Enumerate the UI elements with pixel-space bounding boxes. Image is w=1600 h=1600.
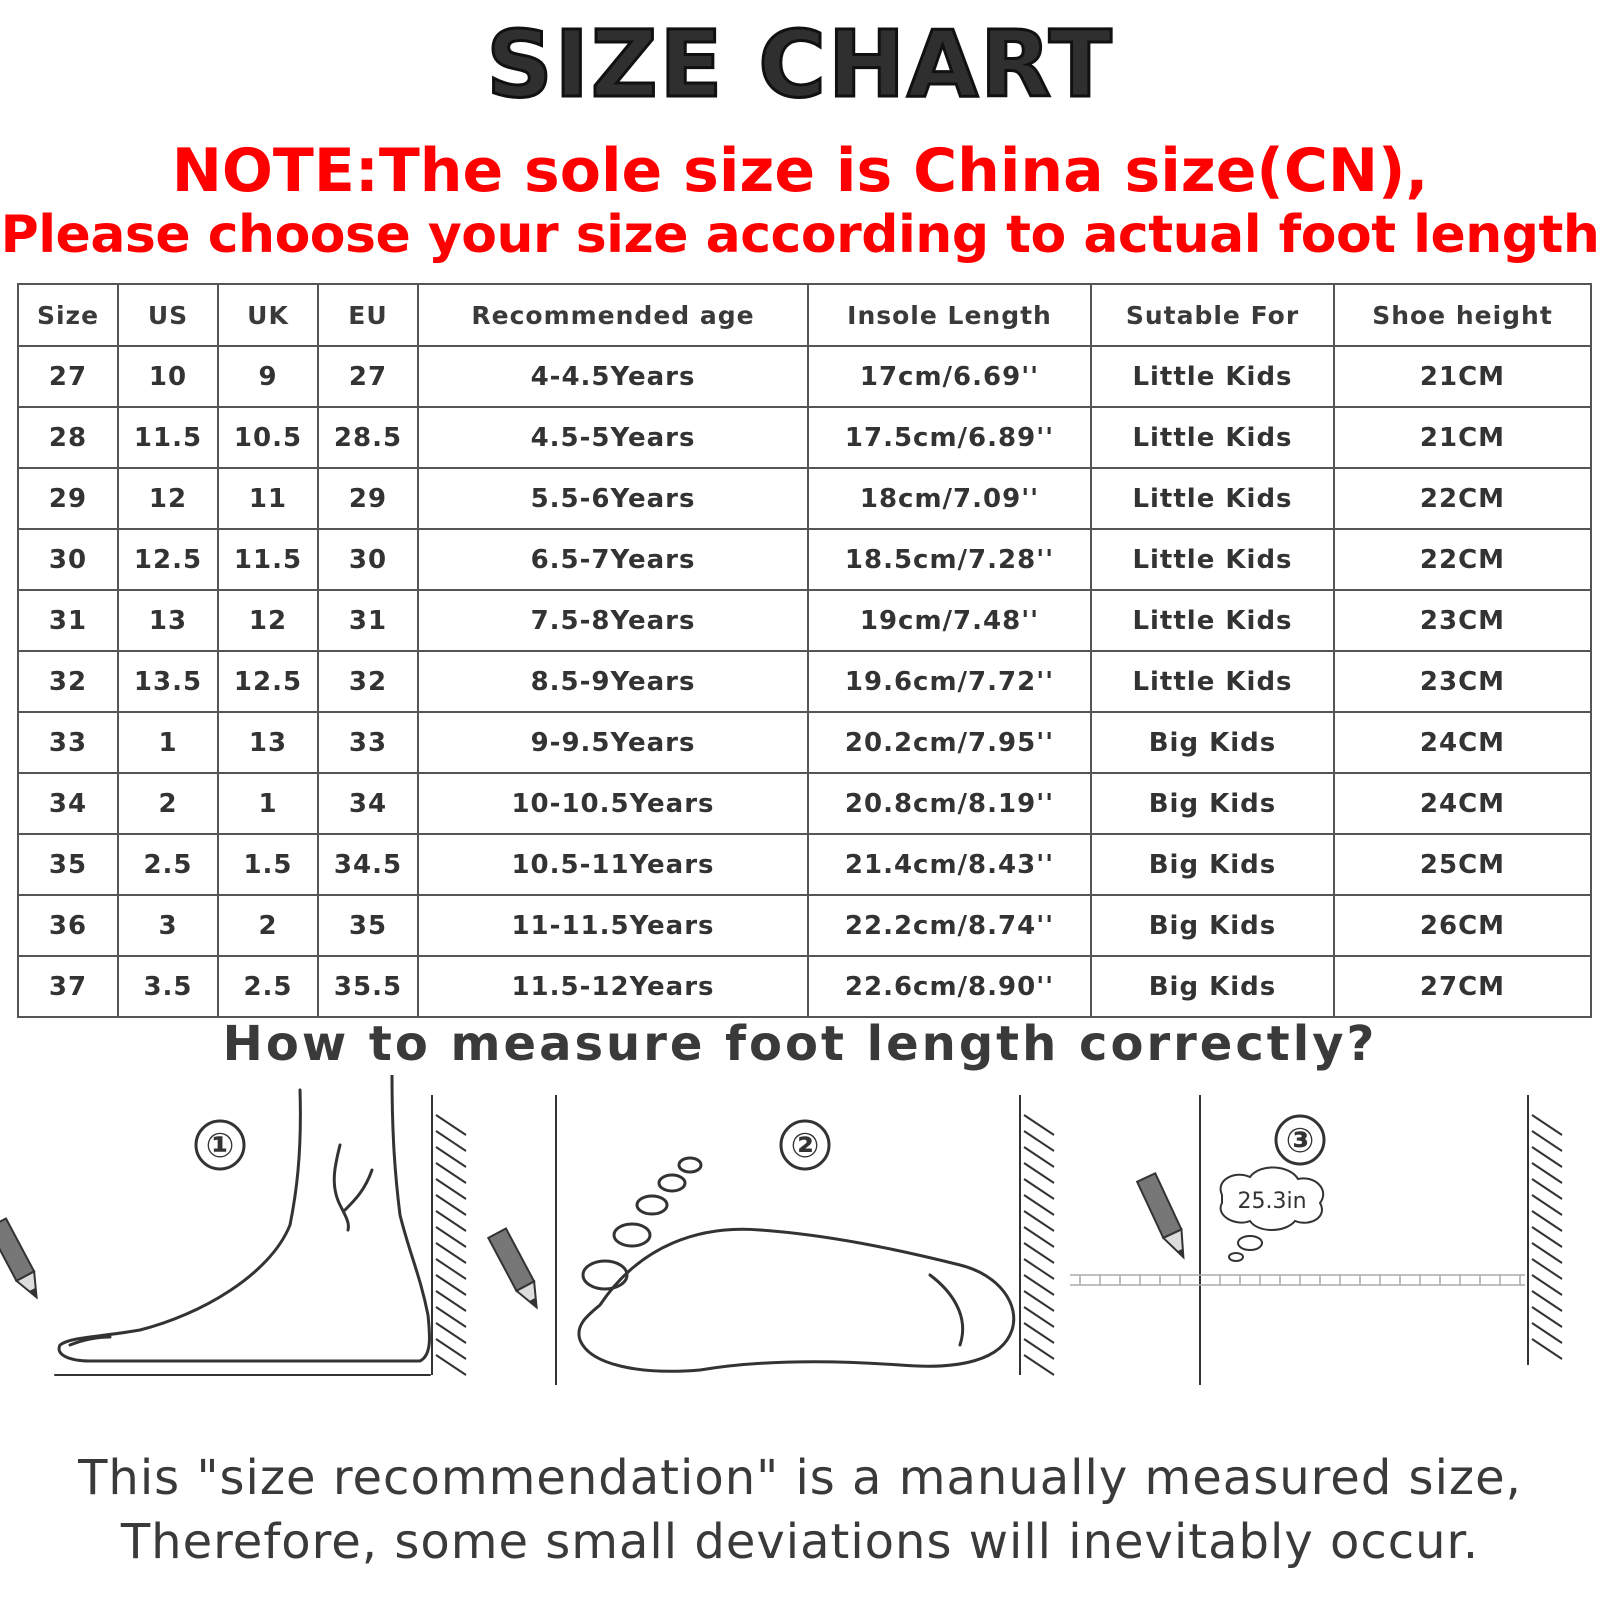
table-cell: 26CM: [1334, 895, 1591, 956]
table-cell: 32: [318, 651, 418, 712]
table-cell: 27CM: [1334, 956, 1591, 1017]
table-cell: 12: [118, 468, 218, 529]
table-header-row: [18, 284, 1591, 346]
table-cell: 30: [318, 529, 418, 590]
table-row: [18, 346, 1591, 407]
ruler-measure-icon: [1070, 1275, 1525, 1285]
table-cell: 12.5: [218, 651, 318, 712]
foot-sole-icon: [579, 1158, 1014, 1371]
table-cell: 12.5: [118, 529, 218, 590]
table-cell: 36: [18, 895, 118, 956]
table-row: [18, 590, 1591, 651]
table-cell: Little Kids: [1091, 529, 1334, 590]
table-cell: 34: [18, 773, 118, 834]
table-cell: 10.5-11Years: [418, 834, 808, 895]
table-cell: 6.5-7Years: [418, 529, 808, 590]
pencil-icon-2: [488, 1228, 545, 1312]
pencil-icon: [0, 1218, 45, 1302]
table-cell: 12: [218, 590, 318, 651]
step-3-illustration: [1070, 1095, 1562, 1385]
table-row: [18, 956, 1591, 1017]
table-cell: Little Kids: [1091, 651, 1334, 712]
table-cell: 18cm/7.09'': [808, 468, 1091, 529]
column-header: Shoe height: [1334, 284, 1591, 346]
pencil-icon-3: [1137, 1173, 1192, 1261]
table-cell: 22CM: [1334, 468, 1591, 529]
table-cell: 18.5cm/7.28'': [808, 529, 1091, 590]
thought-bubble-icon: [1221, 1167, 1324, 1261]
table-cell: 13: [118, 590, 218, 651]
table-cell: Little Kids: [1091, 346, 1334, 407]
table-row: [18, 712, 1591, 773]
table-cell: 35.5: [318, 956, 418, 1017]
table-cell: 11.5-12Years: [418, 956, 808, 1017]
wall-icon-2: [1020, 1095, 1054, 1375]
note-line-1: NOTE:The sole size is China size(CN),: [171, 136, 1429, 206]
table-cell: 11.5: [218, 529, 318, 590]
table-row: [18, 651, 1591, 712]
table-cell: 1: [118, 712, 218, 773]
table-cell: Big Kids: [1091, 834, 1334, 895]
footer-line-2: Therefore, some small deviations will inevitably occur.: [120, 1514, 1480, 1570]
table-cell: 8.5-9Years: [418, 651, 808, 712]
table-cell: 17.5cm/6.89'': [808, 407, 1091, 468]
table-cell: 22.6cm/8.90'': [808, 956, 1091, 1017]
table-cell: 22.2cm/8.74'': [808, 895, 1091, 956]
table-cell: 37: [18, 956, 118, 1017]
step-2-number: ②: [790, 1126, 820, 1166]
table-cell: 1.5: [218, 834, 318, 895]
table-cell: Big Kids: [1091, 895, 1334, 956]
table-cell: 19.6cm/7.72'': [808, 651, 1091, 712]
table-row: [18, 407, 1591, 468]
table-cell: 29: [18, 468, 118, 529]
table-cell: 11-11.5Years: [418, 895, 808, 956]
table-cell: 2.5: [118, 834, 218, 895]
measure-heading: How to measure foot length correctly?: [222, 1016, 1378, 1072]
table-cell: 9-9.5Years: [418, 712, 808, 773]
table-cell: 9: [218, 346, 318, 407]
table-cell: 20.8cm/8.19'': [808, 773, 1091, 834]
table-cell: 2: [218, 895, 318, 956]
table-cell: 10: [118, 346, 218, 407]
table-cell: 23CM: [1334, 651, 1591, 712]
table-cell: 35: [18, 834, 118, 895]
table-cell: 11.5: [118, 407, 218, 468]
table-cell: 13: [218, 712, 318, 773]
table-cell: 24CM: [1334, 773, 1591, 834]
table-cell: Little Kids: [1091, 407, 1334, 468]
table-cell: 4-4.5Years: [418, 346, 808, 407]
table-cell: 11: [218, 468, 318, 529]
table-cell: 27: [18, 346, 118, 407]
table-cell: 33: [18, 712, 118, 773]
foot-side-icon: [55, 1075, 430, 1375]
table-cell: 13.5: [118, 651, 218, 712]
table-cell: 27: [318, 346, 418, 407]
step-2-illustration: [488, 1095, 1054, 1385]
table-cell: 29: [318, 468, 418, 529]
size-table: [17, 283, 1592, 1018]
column-header: Sutable For: [1091, 284, 1334, 346]
table-body: [18, 346, 1591, 1017]
table-cell: 10-10.5Years: [418, 773, 808, 834]
table-cell: 31: [318, 590, 418, 651]
chart-title: SIZE CHART: [486, 11, 1114, 118]
table-cell: 23CM: [1334, 590, 1591, 651]
table-cell: 34: [318, 773, 418, 834]
table-cell: 3.5: [118, 956, 218, 1017]
table-cell: 20.2cm/7.95'': [808, 712, 1091, 773]
table-cell: 3: [118, 895, 218, 956]
column-header: Size: [18, 284, 118, 346]
table-cell: 21.4cm/8.43'': [808, 834, 1091, 895]
table-cell: 17cm/6.69'': [808, 346, 1091, 407]
table-cell: 30: [18, 529, 118, 590]
table-row: [18, 895, 1591, 956]
step-3-number: ③: [1285, 1121, 1315, 1161]
table-cell: 22CM: [1334, 529, 1591, 590]
footer-line-1: This "size recommendation" is a manually measured size,: [78, 1450, 1522, 1506]
table-cell: 10.5: [218, 407, 318, 468]
table-cell: 32: [18, 651, 118, 712]
table-row: [18, 834, 1591, 895]
table-cell: 28.5: [318, 407, 418, 468]
table-cell: 25CM: [1334, 834, 1591, 895]
table-cell: 21CM: [1334, 346, 1591, 407]
note-line-2: Please choose your size according to actual foot length: [0, 205, 1600, 265]
table-cell: 2.5: [218, 956, 318, 1017]
column-header: Insole Length: [808, 284, 1091, 346]
column-header: EU: [318, 284, 418, 346]
table-cell: 28: [18, 407, 118, 468]
table-row: [18, 529, 1591, 590]
step-1-illustration: [0, 1075, 466, 1375]
table-cell: 19cm/7.48'': [808, 590, 1091, 651]
table-cell: Little Kids: [1091, 468, 1334, 529]
table-cell: 1: [218, 773, 318, 834]
table-row: [18, 773, 1591, 834]
table-cell: 21CM: [1334, 407, 1591, 468]
wall-icon-3: [1528, 1095, 1562, 1365]
table-cell: Little Kids: [1091, 590, 1334, 651]
column-header: US: [118, 284, 218, 346]
table-cell: 2: [118, 773, 218, 834]
table-cell: Big Kids: [1091, 712, 1334, 773]
table-cell: 34.5: [318, 834, 418, 895]
measurement-illustrations: [0, 1075, 1600, 1415]
table-cell: 35: [318, 895, 418, 956]
table-cell: 4.5-5Years: [418, 407, 808, 468]
table-cell: 31: [18, 590, 118, 651]
column-header: Recommended age: [418, 284, 808, 346]
table-cell: Big Kids: [1091, 956, 1334, 1017]
table-cell: 33: [318, 712, 418, 773]
step-1-number: ①: [205, 1126, 235, 1166]
measurement-reading: 25.3in: [1237, 1189, 1307, 1214]
column-header: UK: [218, 284, 318, 346]
table-cell: 5.5-6Years: [418, 468, 808, 529]
table-row: [18, 468, 1591, 529]
wall-icon: [432, 1095, 466, 1375]
table-cell: 7.5-8Years: [418, 590, 808, 651]
table-cell: 24CM: [1334, 712, 1591, 773]
table-cell: Big Kids: [1091, 773, 1334, 834]
